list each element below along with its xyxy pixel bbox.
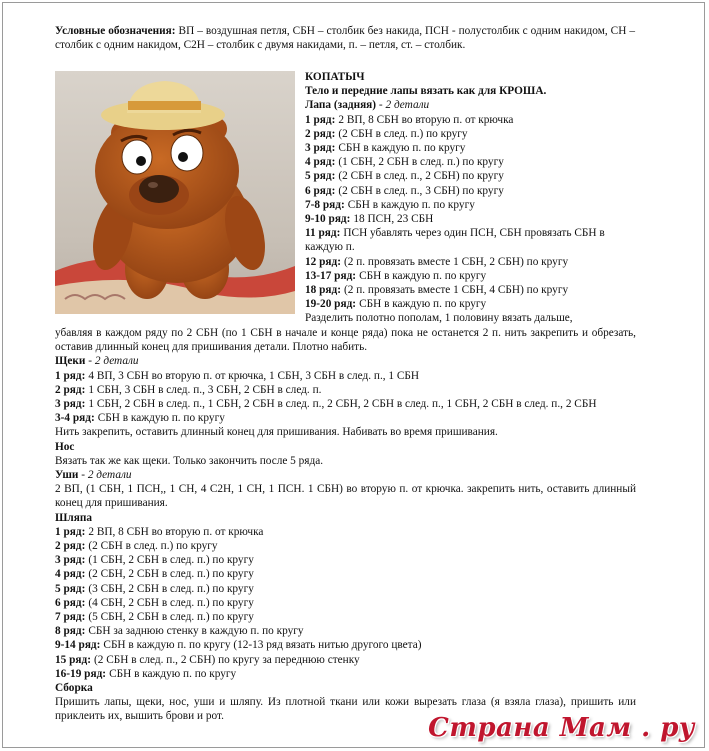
instruction-row — [55, 383, 636, 397]
row-number: 5 ряд: — [55, 582, 86, 595]
assembly-heading — [55, 681, 636, 695]
instruction-row — [55, 397, 636, 411]
row-number: 15 ряд: — [55, 653, 91, 666]
hat-heading — [55, 511, 636, 525]
paw-finish-lead: Разделить полотно пополам, 1 половину вязать дальше, — [305, 312, 573, 325]
row-text: ПСН убавлять через один ПСН, СБН провязать СБН в каждую п. — [305, 227, 605, 254]
row-text: СБН в каждую п. по кругу — [109, 667, 237, 680]
ears-heading — [55, 468, 636, 482]
ears-text: 2 ВП, (1 СБН, 1 ПСН,, 1 СН, 4 С2Н, 1 СН, 1 ПСН. 1 СБН) во вторую п. от крючка. закрепить нить, оставить длинный конец для пришивания. — [55, 483, 636, 510]
row-number: 19-20 ряд: — [305, 298, 357, 311]
hat-rows — [55, 525, 636, 681]
row-text: (2 п. провязать вместе 1 СБН, 4 СБН) по кругу — [344, 284, 569, 297]
row-text: 1 СБН, 2 СБН в след. п., 1 СБН, 2 СБН в след. п., 2 СБН, 2 СБН в след. п., 1 СБН, 2 СБН в след. п., 2 СБН — [88, 398, 597, 411]
ears-note: - 2 детали — [78, 469, 132, 482]
row-text: 4 ВП, 3 СБН во вторую п. от крючка, 1 СБН, 3 СБН в след. п., 1 СБН — [88, 369, 420, 382]
row-number: 16-19 ряд: — [55, 667, 107, 680]
row-text: (1 СБН, 2 СБН в след. п.) по кругу — [338, 156, 504, 169]
ears-heading-text: Уши — [55, 469, 79, 482]
instruction-row — [305, 127, 636, 141]
row-number: 8 ряд: — [55, 625, 86, 638]
row-number: 7-8 ряд: — [305, 198, 345, 211]
section-title — [305, 70, 636, 84]
instruction-row — [55, 539, 636, 553]
instruction-row — [55, 553, 636, 567]
cheeks-heading — [55, 354, 636, 368]
cheeks-finish: Нить закрепить, оставить длинный конец для пришивания. Набивать во время пришивания. — [55, 426, 498, 439]
cheeks-note: - 2 детали — [85, 355, 139, 368]
instruction-row — [55, 667, 636, 681]
paw-heading-text: Лапа (задняя) — [305, 99, 377, 112]
cheeks-heading-text: Щеки — [55, 355, 86, 368]
hat-heading-text: Шляпа — [55, 511, 93, 524]
instruction-row — [55, 596, 636, 610]
row-text: (2 СБН в след. п.) по кругу — [88, 540, 218, 553]
instruction-row — [305, 198, 636, 212]
row-text: (2 СБН в след. п.) по кругу — [338, 127, 468, 140]
main-text — [55, 326, 636, 724]
row-text: (2 СБН в след. п., 2 СБН) по кругу — [338, 170, 504, 183]
body-intro-text: Тело и передние лапы вязать как для КРОША. — [305, 85, 547, 98]
row-number: 1 ряд: — [55, 525, 86, 538]
row-number: 7 ряд: — [55, 611, 86, 624]
row-text: (2 СБН, 2 СБН в след. п.) по кругу — [88, 568, 254, 581]
row-number: 6 ряд: — [305, 184, 336, 197]
row-number: 1 ряд: — [305, 113, 336, 126]
row-text: (5 СБН, 2 СБН в след. п.) по кругу — [88, 611, 254, 624]
row-text: СБН за заднюю стенку в каждую п. по кругу — [88, 625, 304, 638]
instruction-row — [305, 113, 636, 127]
row-number: 9-14 ряд: — [55, 639, 101, 652]
kopatych-toy-image — [55, 71, 295, 314]
row-number: 3 ряд: — [305, 142, 336, 155]
paw-note: - 2 детали — [376, 99, 430, 112]
instruction-row — [55, 567, 636, 581]
assembly-heading-text: Сборка — [55, 682, 93, 695]
paw-heading — [305, 98, 636, 112]
assembly-text: Пришить лапы, щеки, нос, уши и шляпу. Из плотной ткани или кожи вырезать глаза (я взяла глаза), пришить или приклеить их, вышить брови и рот. — [55, 696, 636, 723]
legend-block — [55, 24, 635, 52]
nose-text: Вязать так же как щеки. Только закончить после 5 ряда. — [55, 454, 324, 467]
instruction-row — [55, 525, 636, 539]
paw-finish-rest: убавляя в каждом ряду по 2 СБН (по 1 СБН в начале и конце ряда) пока не останется 2 п. нить закрепить и обрезать, оставив длинный конец для пришивания детали. Плотно набить. — [55, 327, 636, 354]
row-number: 18 ряд: — [305, 284, 341, 297]
row-text: СБН в каждую п. по кругу (12-13 ряд вязать нитью другого цвета) — [103, 639, 422, 652]
legend-paragraph — [55, 24, 635, 52]
cheeks-rows — [55, 369, 636, 426]
site-watermark: Страна Мам . ру — [428, 713, 695, 743]
row-number: 2 ряд: — [55, 383, 86, 396]
row-number: 3 ряд: — [55, 554, 86, 567]
right-column — [305, 70, 636, 326]
instruction-row — [305, 141, 636, 155]
row-text: 2 ВП, 8 СБН во вторую п. от крючка — [88, 525, 264, 538]
instruction-row — [55, 653, 636, 667]
toy-photo — [55, 71, 295, 314]
legend-label: Условные обозначения: — [55, 25, 176, 37]
instruction-row — [55, 369, 636, 383]
row-number: 2 ряд: — [55, 540, 86, 553]
instruction-row — [305, 283, 636, 297]
row-number: 13-17 ряд: — [305, 269, 357, 282]
row-number: 6 ряд: — [55, 596, 86, 609]
row-number: 1 ряд: — [55, 369, 86, 382]
row-text: (3 СБН, 2 СБН в след. п.) по кругу — [88, 582, 254, 595]
row-text: СБН в каждую п. по кругу — [359, 269, 487, 282]
row-number: 2 ряд: — [305, 127, 336, 140]
row-text: СБН в каждую п. по кругу — [338, 142, 466, 155]
row-text: СБН в каждую п. по кругу — [347, 198, 475, 211]
row-number: 4 ряд: — [55, 568, 86, 581]
instruction-row — [55, 411, 636, 425]
nose-heading — [55, 440, 636, 454]
row-number: 12 ряд: — [305, 255, 341, 268]
instruction-row — [305, 269, 636, 283]
instruction-row — [305, 226, 636, 254]
row-text: (2 СБН в след. п., 3 СБН) по кругу — [338, 184, 504, 197]
row-text: 2 ВП, 8 СБН во вторую п. от крючка — [338, 113, 514, 126]
instruction-row — [55, 624, 636, 638]
paw-rows — [305, 113, 636, 312]
instruction-row — [305, 297, 636, 311]
row-number: 3 ряд: — [55, 398, 86, 411]
row-text: 1 СБН, 3 СБН в след. п., 3 СБН, 2 СБН в след. п. — [88, 383, 322, 396]
row-text: 18 ПСН, 23 СБН — [353, 213, 434, 226]
row-number: 3-4 ряд: — [55, 412, 95, 425]
nose-heading-text: Нос — [55, 440, 75, 453]
row-number: 5 ряд: — [305, 170, 336, 183]
row-number: 9-10 ряд: — [305, 213, 351, 226]
instruction-row — [305, 212, 636, 226]
instruction-row — [55, 638, 636, 652]
row-text: (2 СБН в след. п., 2 СБН) по кругу за переднюю стенку — [94, 653, 360, 666]
row-text: (1 СБН, 2 СБН в след. п.) по кругу — [88, 554, 254, 567]
instruction-row — [305, 184, 636, 198]
row-text: СБН в каждую п. по кругу — [359, 298, 487, 311]
instruction-row — [305, 255, 636, 269]
instruction-row — [305, 169, 636, 183]
instruction-row — [55, 582, 636, 596]
row-number: 11 ряд: — [305, 227, 341, 240]
row-number: 4 ряд: — [305, 156, 336, 169]
instruction-row — [55, 610, 636, 624]
row-text: СБН в каждую п. по кругу — [97, 412, 225, 425]
row-text: (4 СБН, 2 СБН в след. п.) по кругу — [88, 596, 254, 609]
legend-text: ВП – воздушная петля, СБН – столбик без накида, ПСН - полустолбик с одним накидом, СН – столбик с одним накидом, С2Н – столбик с двумя накидами, п. – петля, ст. – столбик. — [55, 25, 635, 52]
body-intro — [305, 84, 636, 98]
title-text: КОПАТЫЧ — [305, 71, 365, 83]
instruction-row — [305, 155, 636, 169]
row-text: (2 п. провязать вместе 1 СБН, 2 СБН) по кругу — [344, 255, 569, 268]
